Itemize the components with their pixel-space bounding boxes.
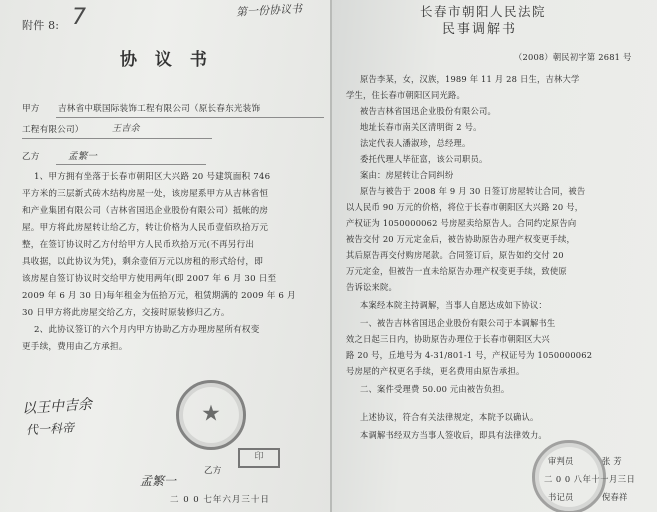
agreement-body-line: 具收据，以此协议为凭)，剩余壹佰万元以房租的形式给付，即 (22, 257, 263, 267)
agreement-body-line: 平方米的三层新式砖木结构房屋一处，该房屋系甲方从吉林省恒 (22, 189, 269, 199)
mediation-line: 原告与被告于 2008 年 9 月 30 日签订房屋转让合同，被告 (360, 186, 586, 196)
mediation-line: 上述协议，符合有关法律规定，本院予以确认。 (360, 412, 539, 422)
mediation-line: 一、被告吉林省国迅企业股份有限公司于本调解书生 (360, 318, 556, 328)
party-b-name: 孟繁一 (68, 151, 98, 162)
party-a-signature-sub: 代一科帝 (25, 420, 75, 438)
party-a-name-line-2: 工程有限公司） (22, 125, 84, 135)
court-name: 长春市朝阳人民法院 (420, 4, 547, 19)
party-a-underline (56, 117, 324, 118)
handwritten-note: 第一份协议书 (235, 2, 303, 19)
attachment-label: 附件 8: (22, 19, 60, 32)
party-a-representative: 王吉余 (112, 124, 140, 134)
sign-party-b-label: 乙方 (204, 466, 222, 476)
clerk-label: 书记员 (548, 492, 574, 502)
attachment-number: 7 (72, 5, 87, 30)
mediation-line: 告诉讼来院。 (346, 282, 397, 292)
mediation-line: 案由：房屋转让合同纠纷 (360, 170, 454, 180)
judge-name: 张 芳 (602, 456, 622, 466)
agreement-body-line: 更手续，费用由乙方承担。 (22, 342, 128, 352)
mediation-line: 法定代表人潘淑珍，总经理。 (360, 138, 471, 148)
case-number: （2008）朝民初字第 2681 号 (514, 52, 632, 62)
party-a-signature: 以王中吉余 (21, 396, 93, 418)
seal-star-icon: ★ (201, 401, 221, 427)
agreement-body-line: 整，在签订协议时乙方付给甲方人民币玖拾万元(不再另行出 (22, 240, 255, 250)
mediation-line: 其后原告再交付购房尾款。合同签订后，原告如约交付 20 (346, 250, 564, 260)
mediation-line: 被告吉林省国迅企业股份有限公司。 (360, 106, 496, 116)
mediation-line: 本调解书经双方当事人签收后，即具有法律效力。 (360, 430, 547, 440)
agreement-body-line: 1、甲方拥有坐落于长春市朝阳区大兴路 20 号建筑面积 746 (34, 172, 271, 182)
mediation-line: 以人民币 90 万元的价格，将位于长春市朝阳区大兴路 20 号， (346, 202, 584, 212)
agreement-body-line: 2009 年 6 月 30 日)每年租金为伍拾万元，租赁期满的 2009 年 6 月 (22, 291, 296, 301)
agreement-body-line: 2、此协议签订的六个月内甲方协助乙方办理房屋所有权变 (34, 325, 260, 335)
party-b-underline (56, 164, 206, 165)
agreement-body-line: 屋。甲方将此房屋转让给乙方，转让价格为人民币壹佰玖拾万元 (22, 223, 269, 233)
company-seal (176, 380, 246, 450)
agreement-body-line: 和产业集团有限公司（吉林省国迅企业股份有限公司）抵帐的房 (22, 206, 269, 216)
party-b-signature: 孟繁一 (140, 474, 177, 488)
seal-box: 印 (238, 448, 280, 468)
clerk-name: 倪春祥 (602, 492, 628, 502)
document-title: 民事调解书 (442, 22, 518, 37)
party-a-label: 甲方 (22, 104, 40, 114)
mediation-line: 委托代理人毕征富，该公司职员。 (360, 154, 488, 164)
agreement-body-line: 30 日甲方将此房屋交给乙方，交接时原装修归乙方。 (22, 308, 230, 318)
mediation-line: 学生，住长春市朝阳区同光路。 (346, 90, 465, 100)
mediation-line: 号房屋的产权更名手续，更名费用由原告承担。 (346, 366, 525, 376)
agreement-title: 协 议 书 (120, 50, 213, 70)
mediation-line: 地址长春市南关区清明街 2 号。 (360, 122, 482, 132)
party-b-label: 乙方 (22, 152, 40, 162)
mediation-line: 路 20 号，丘地号为 4-31/801-1 号，产权证号为 1050000062 (346, 350, 593, 360)
mediation-date: 二 0 0 八年十一月三日 (544, 474, 636, 484)
mediation-line: 效之日起三日内，协助原告办理位于长春市朝阳区大兴 (346, 334, 550, 344)
party-a-underline-2 (22, 138, 212, 139)
party-a-name-line-1: 吉林省中联国际装饰工程有限公司（原长春东光装饰 (58, 104, 261, 114)
judge-label: 审判员 (548, 456, 574, 466)
mediation-line: 万元定金，但被告一直未给原告办理产权变更手续，致使原 (346, 266, 567, 276)
mediation-page (330, 0, 657, 512)
mediation-line: 本案经本院主持调解，当事人自愿达成如下协议： (360, 300, 547, 310)
mediation-line: 原告李某，女，汉族，1989 年 11 月 28 日生，吉林大学 (360, 74, 580, 84)
mediation-line: 产权证为 1050000062 号房屋卖给原告人。合同约定原告向 (346, 218, 577, 228)
mediation-line: 被告交付 20 万元定金后，被告协助原告办理产权变更手续， (346, 234, 576, 244)
mediation-line: 二、案件受理费 50.00 元由被告负担。 (360, 384, 510, 394)
agreement-date: 二 0 0 七年六月三十日 (170, 495, 270, 505)
agreement-body-line: 该房屋自签订协议时交给甲方使用两年(即 2007 年 6 月 30 日至 (22, 274, 277, 284)
